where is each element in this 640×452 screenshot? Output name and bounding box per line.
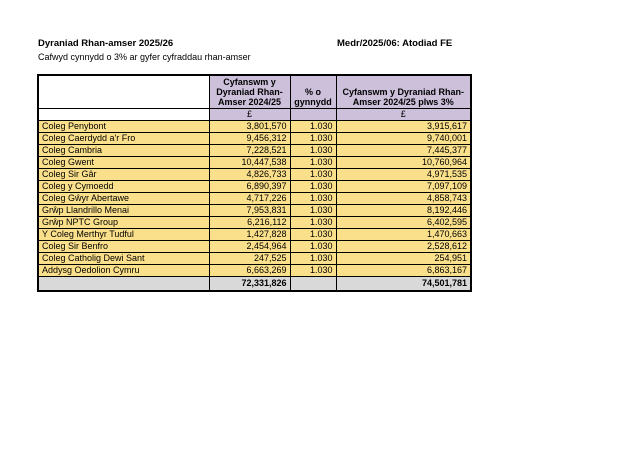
amount-plus3-cell: 2,528,612 <box>336 241 471 253</box>
amount-plus3-cell: 7,445,377 <box>336 145 471 157</box>
page-subtitle: Cafwyd cynnydd o 3% ar gyfer cyfraddau rhan-amser <box>38 52 251 62</box>
table-row <box>38 253 471 265</box>
provider-name-cell: Coleg Gwent <box>38 157 209 169</box>
currency-symbol-cell: £ <box>336 109 471 121</box>
pct-cell: 1.030 <box>290 253 336 265</box>
total-pct-cell <box>290 277 336 292</box>
currency-row <box>38 109 471 121</box>
provider-name-cell: Coleg Cambria <box>38 145 209 157</box>
provider-name-cell: Addysg Oedolion Cymru <box>38 265 209 277</box>
amount-2024-25-cell: 6,890,397 <box>209 181 290 193</box>
amount-plus3-cell: 8,192,446 <box>336 205 471 217</box>
table-row <box>38 241 471 253</box>
amount-2024-25-cell: 7,228,521 <box>209 145 290 157</box>
amount-2024-25-cell: 10,447,538 <box>209 157 290 169</box>
provider-name-cell: Coleg y Cymoedd <box>38 181 209 193</box>
pct-cell: 1.030 <box>290 217 336 229</box>
amount-plus3-cell: 254,951 <box>336 253 471 265</box>
amount-plus3-cell: 4,858,743 <box>336 193 471 205</box>
provider-name-cell: Grŵp Llandrillo Menai <box>38 205 209 217</box>
provider-name-cell: Grŵp NPTC Group <box>38 217 209 229</box>
pct-cell: 1.030 <box>290 133 336 145</box>
provider-name-cell: Coleg Gŵyr Abertawe <box>38 193 209 205</box>
currency-blank-cell <box>38 109 209 121</box>
provider-header-cell <box>38 75 209 109</box>
provider-name-cell: Coleg Sir Benfro <box>38 241 209 253</box>
currency-empty-cell <box>290 109 336 121</box>
amount-2024-25-cell: 4,826,733 <box>209 169 290 181</box>
pct-cell: 1.030 <box>290 241 336 253</box>
amount-2024-25-cell: 6,216,112 <box>209 217 290 229</box>
table-row <box>38 121 471 133</box>
table-row <box>38 265 471 277</box>
amount-2024-25-cell: 3,801,570 <box>209 121 290 133</box>
allocations-table <box>37 74 472 292</box>
pct-cell: 1.030 <box>290 157 336 169</box>
table-row <box>38 157 471 169</box>
table-row <box>38 205 471 217</box>
amount-2024-25-cell: 2,454,964 <box>209 241 290 253</box>
provider-name-cell: Coleg Sir Gâr <box>38 169 209 181</box>
header-row <box>38 75 471 109</box>
pct-cell: 1.030 <box>290 121 336 133</box>
amount-plus3-cell: 6,863,167 <box>336 265 471 277</box>
table-row <box>38 193 471 205</box>
currency-symbol-cell: £ <box>209 109 290 121</box>
provider-name-cell: Coleg Caerdydd a'r Fro <box>38 133 209 145</box>
table-row <box>38 133 471 145</box>
amount-2024-25-cell: 7,953,831 <box>209 205 290 217</box>
pct-cell: 1.030 <box>290 205 336 217</box>
table-row <box>38 229 471 241</box>
amount-2024-25-cell: 247,525 <box>209 253 290 265</box>
page-title: Dyraniad Rhan-amser 2025/26 <box>38 38 174 49</box>
total-plus-3pct-header-cell: Cyfanswm y Dyraniad Rhan-Amser 2024/25 plws 3% <box>336 75 471 109</box>
amount-2024-25-cell: 4,717,226 <box>209 193 290 205</box>
table-row <box>38 217 471 229</box>
pct-increase-header-cell: % o gynnydd <box>290 75 336 109</box>
amount-2024-25-cell: 9,456,312 <box>209 133 290 145</box>
document-reference: Medr/2025/06: Atodiad FE <box>337 38 453 49</box>
table-row <box>38 145 471 157</box>
pct-cell: 1.030 <box>290 181 336 193</box>
total-row <box>38 277 471 292</box>
pct-cell: 1.030 <box>290 193 336 205</box>
amount-plus3-cell: 7,097,109 <box>336 181 471 193</box>
total-amount-2024-25-cell: 72,331,826 <box>209 277 290 292</box>
amount-2024-25-cell: 1,427,828 <box>209 229 290 241</box>
amount-plus3-cell: 3,915,617 <box>336 121 471 133</box>
pct-cell: 1.030 <box>290 169 336 181</box>
table-row <box>38 169 471 181</box>
amount-plus3-cell: 10,760,964 <box>336 157 471 169</box>
table-row <box>38 181 471 193</box>
total-amount-plus3-cell: 74,501,781 <box>336 277 471 292</box>
amount-plus3-cell: 9,740,001 <box>336 133 471 145</box>
total-label-cell <box>38 277 209 292</box>
pct-cell: 1.030 <box>290 145 336 157</box>
provider-name-cell: Coleg Penybont <box>38 121 209 133</box>
amount-plus3-cell: 4,971,535 <box>336 169 471 181</box>
provider-name-cell: Y Coleg Merthyr Tudful <box>38 229 209 241</box>
pct-cell: 1.030 <box>290 229 336 241</box>
total-2024-25-header-cell: Cyfanswm y Dyraniad Rhan-Amser 2024/25 <box>209 75 290 109</box>
amount-2024-25-cell: 6,663,269 <box>209 265 290 277</box>
amount-plus3-cell: 1,470,663 <box>336 229 471 241</box>
provider-name-cell: Coleg Catholig Dewi Sant <box>38 253 209 265</box>
pct-cell: 1.030 <box>290 265 336 277</box>
amount-plus3-cell: 6,402,595 <box>336 217 471 229</box>
